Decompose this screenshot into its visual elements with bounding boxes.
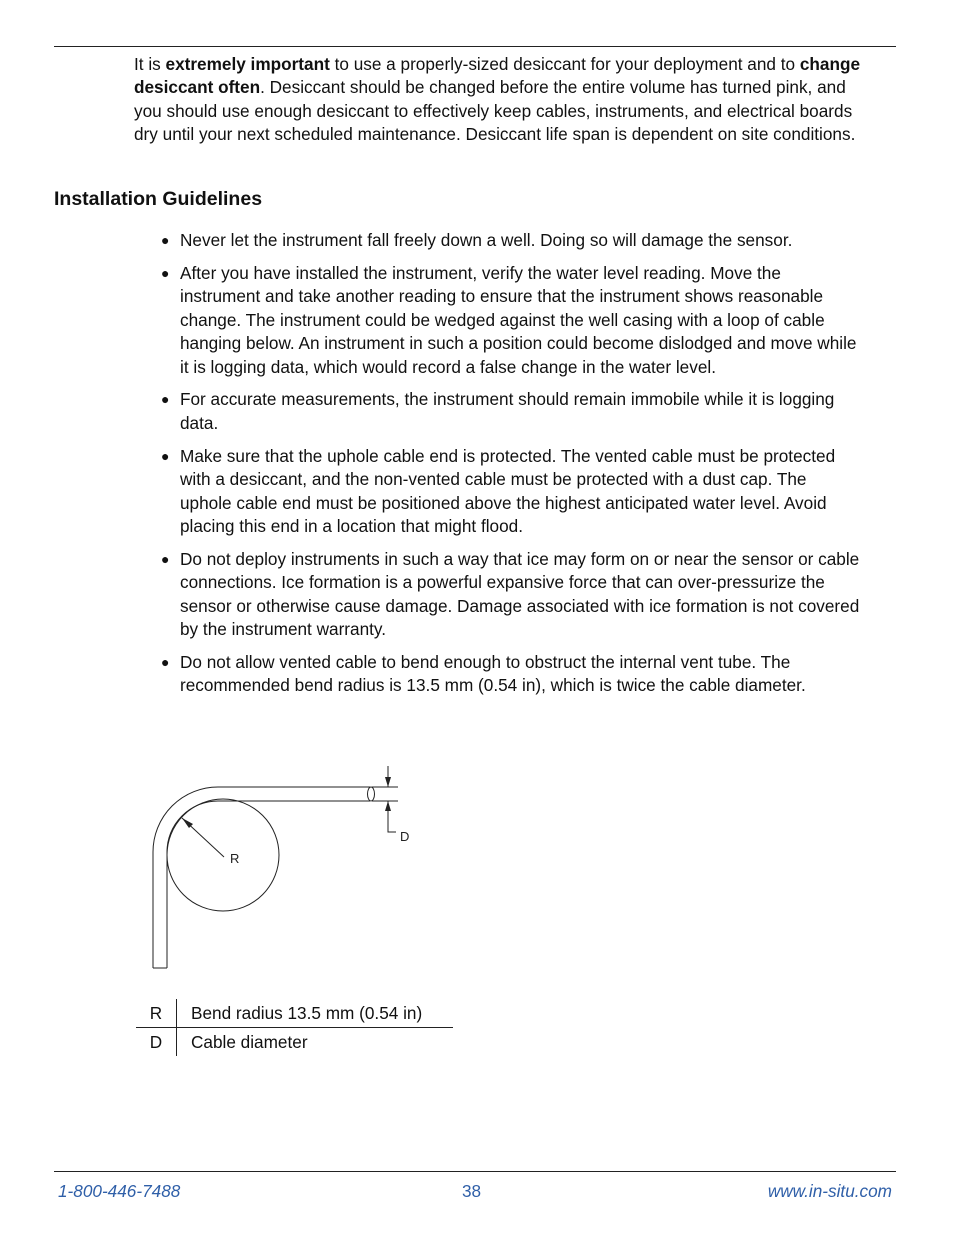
intro-text-3: . Desiccant should be changed before the entire volume has turned pink, and you should use enough desiccant to effectively keep cables, instruments, and electrical boards dry until your next scheduled maintenance. Desiccant life span is dependent on site conditions. <box>134 77 856 145</box>
list-item <box>160 445 860 539</box>
legend-value: Cable diameter <box>191 1031 308 1052</box>
figure-legend <box>136 999 453 1056</box>
bullet-icon: ● <box>161 654 170 670</box>
legend-key: R <box>136 999 177 1028</box>
footer-phone: 1-800-446-7488 <box>58 1181 181 1201</box>
list-item <box>160 388 860 435</box>
list-item-text: After you have installed the instrument, verify the water level reading. Move the instrument and take another reading to ensure that the instrument shows reasonable change. The instrument could be wedged against the well casing with a loop of cable hanging below. An instrument in such a position could become dislodged and move while it is logging data, which would record a false change in the water level. <box>180 262 857 377</box>
list-item-text: Make sure that the uphole cable end is protected. The vented cable must be protected with a desiccant, and the non-vented cable must be protected with a dust cap. The uphole cable end must be positioned above the highest anticipated water level. Avoid placing this end in a location that might flood. <box>180 445 836 536</box>
list-item-text: Do not deploy instruments in such a way that ice may form on or near the sensor or cable connections. Ice formation is a powerful expansive force that can over-pressurize the sensor or otherwise cause damage. Damage associated with ice formation is not covered by the instrument warranty. <box>180 548 860 640</box>
footer-rule <box>54 1171 896 1172</box>
legend-row <box>136 1028 453 1057</box>
list-item-text: Do not allow vented cable to bend enough to obstruct the internal vent tube. The recommended bend radius is 13.5 mm (0.54 in), which is twice the cable diameter. <box>180 652 806 696</box>
legend-key: D <box>136 1028 177 1057</box>
bullet-icon: ● <box>161 264 170 281</box>
intro-bold-1: extremely important <box>165 54 330 74</box>
label-r: R <box>230 851 240 866</box>
bend-radius-diagram <box>140 760 420 975</box>
dimension-arrowhead-bottom <box>385 801 391 811</box>
cable-inner-edge <box>167 801 370 968</box>
list-item-text: Never let the instrument fall freely down a well. Doing so will damage the sensor. <box>180 230 793 250</box>
intro-bold-2: change desiccant often <box>134 54 861 98</box>
bullet-icon: ● <box>161 232 170 248</box>
list-item-text: For accurate measurements, the instrument should remain immobile while it is logging data. <box>180 389 835 433</box>
bend-circle <box>167 799 279 911</box>
bullet-icon: ● <box>161 447 170 464</box>
intro-text-1: It is <box>134 54 166 74</box>
list-item <box>160 262 860 379</box>
list-item <box>160 229 860 252</box>
footer-url[interactable]: www.in-situ.com <box>767 1181 892 1201</box>
label-d: D <box>400 829 410 844</box>
section-heading: Installation Guidelines <box>54 188 263 210</box>
guidelines-list <box>160 229 860 707</box>
header-rule <box>54 46 896 47</box>
legend-row <box>136 999 453 1028</box>
intro-text-2: to use a properly-sized desiccant for your deployment and to <box>329 54 800 74</box>
desiccant-note <box>134 53 874 147</box>
bullet-icon: ● <box>161 550 170 567</box>
dimension-arrowhead-top <box>385 777 391 787</box>
bullet-icon: ● <box>161 391 170 408</box>
list-item <box>160 548 860 642</box>
page-number: 38 <box>462 1181 482 1201</box>
legend-value: Bend radius 13.5 mm (0.54 in) <box>177 999 454 1028</box>
list-item <box>160 651 860 698</box>
cable-end-ellipse <box>368 787 375 801</box>
